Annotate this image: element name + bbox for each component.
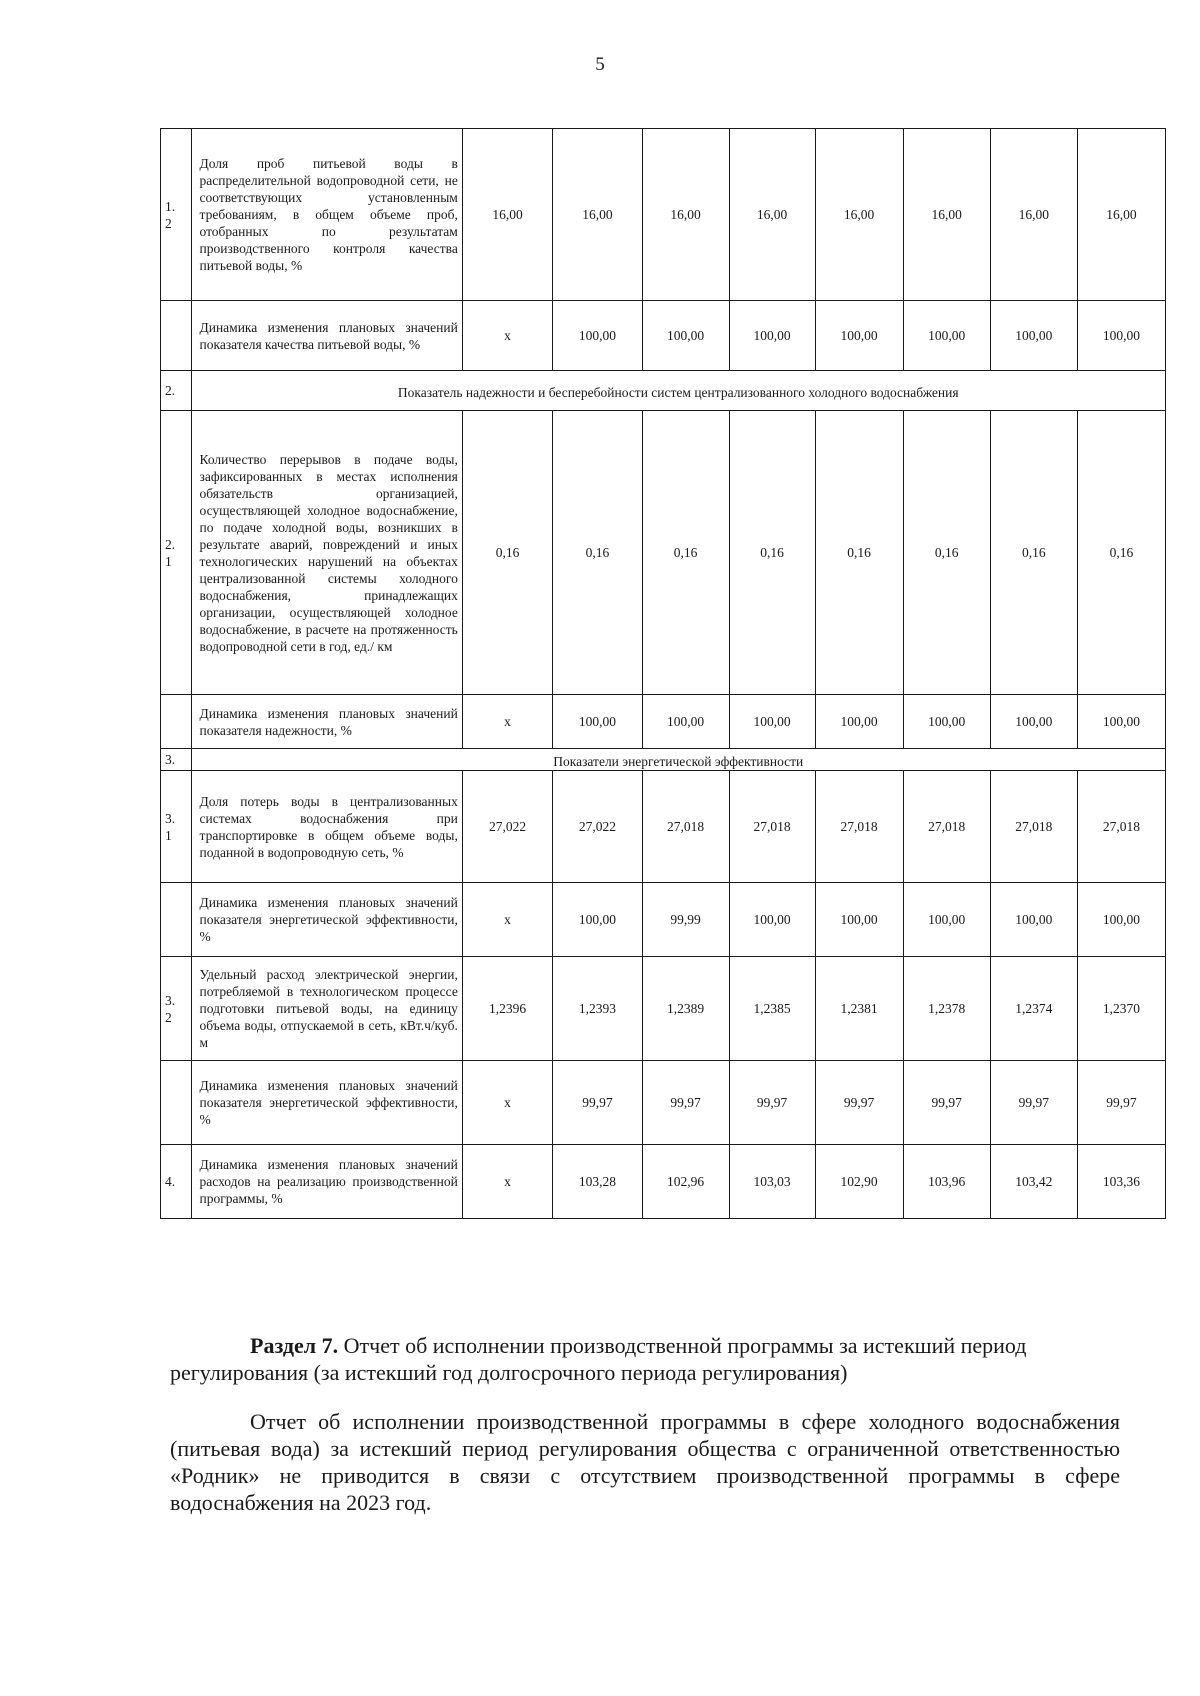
indicator-name: Удельный расход электрической энергии, потребляемой в технологическом процессе подготовки питьевой воды, на единицу объема воды, отпускаемой в сеть, кВт.ч/куб. м [191, 957, 462, 1061]
row-number [161, 301, 192, 371]
value-cell: 100,00 [642, 695, 729, 749]
indicator-name: Доля потерь воды в централизованных системах водоснабжения при транспортировке в общем объеме воды, поданной в водопроводную сеть, % [191, 771, 462, 883]
value-cell: 100,00 [729, 301, 815, 371]
value-cell: 16,00 [729, 129, 815, 301]
section-row [161, 749, 1166, 771]
table-row [161, 411, 1166, 695]
value-cell: 100,00 [1077, 695, 1165, 749]
value-cell: 16,00 [462, 129, 552, 301]
value-cell: 99,97 [729, 1061, 815, 1145]
value-cell: 103,28 [553, 1145, 642, 1219]
value-cell: 27,018 [1077, 771, 1165, 883]
value-cell: 103,36 [1077, 1145, 1165, 1219]
value-cell: 100,00 [903, 883, 990, 957]
indicator-name: Динамика изменения плановых значений показателя качества питьевой воды, % [191, 301, 462, 371]
value-cell: 1,2393 [553, 957, 642, 1061]
value-cell: 100,00 [990, 695, 1077, 749]
value-cell: 27,018 [903, 771, 990, 883]
value-cell: 100,00 [729, 695, 815, 749]
value-cell: x [462, 1061, 552, 1145]
value-cell: 1,2374 [990, 957, 1077, 1061]
table-row [161, 957, 1166, 1061]
value-cell: 100,00 [903, 695, 990, 749]
indicator-name: Количество перерывов в подаче воды, зафиксированных в местах исполнения обязательств организацией, осуществляющей холодное водоснабжение, по подаче холодной воды, возникших в результате аварий, повреждений и иных технологических нарушений на объектах централизованной системы холодного водоснабжения, принадлежащих организации, осуществляющей холодное водоснабжение, в расчете на протяженность водопроводной сети в год, ед./ км [191, 411, 462, 695]
value-cell: x [462, 883, 552, 957]
row-number: 2. 1 [161, 411, 192, 695]
value-cell: 100,00 [642, 301, 729, 371]
indicators-table [160, 128, 1166, 1219]
value-cell: 1,2381 [815, 957, 903, 1061]
value-cell: 0,16 [553, 411, 642, 695]
section-title: Показатели энергетической эффективности [191, 749, 1165, 771]
value-cell: 99,97 [642, 1061, 729, 1145]
indicator-name: Доля проб питьевой воды в распределительной водопроводной сети, не соответствующих установленным требованиям, в общем объеме проб, отобранных по результатам производственного контроля качества питьевой воды, % [191, 129, 462, 301]
section-7-paragraph [170, 1408, 1120, 1516]
indicator-name: Динамика изменения плановых значений показателя энергетической эффективности, % [191, 883, 462, 957]
value-cell: 16,00 [990, 129, 1077, 301]
table-row [161, 301, 1166, 371]
indicator-name: Динамика изменения плановых значений расходов на реализацию производственной программы, % [191, 1145, 462, 1219]
value-cell: 100,00 [1077, 883, 1165, 957]
table-row [161, 771, 1166, 883]
value-cell: 100,00 [553, 883, 642, 957]
value-cell: 0,16 [903, 411, 990, 695]
section-7-paragraph-text: Отчет об исполнении производственной программы в сфере холодного водоснабжения (питьевая вода) за истекший период регулирования общества с ограниченной ответственностью «Родник» не приводится в связи с отсутствием производственной программы в сфере водоснабжения на 2023 год. [170, 1409, 1120, 1515]
value-cell: 1,2389 [642, 957, 729, 1061]
table-row [161, 129, 1166, 301]
value-cell: 100,00 [1077, 301, 1165, 371]
value-cell: 99,97 [553, 1061, 642, 1145]
table-row [161, 695, 1166, 749]
value-cell: 100,00 [815, 301, 903, 371]
value-cell: 100,00 [815, 695, 903, 749]
value-cell: 99,97 [903, 1061, 990, 1145]
row-number [161, 883, 192, 957]
value-cell: 1,2370 [1077, 957, 1165, 1061]
value-cell: 100,00 [729, 883, 815, 957]
value-cell: 16,00 [1077, 129, 1165, 301]
value-cell: 100,00 [903, 301, 990, 371]
row-number [161, 1061, 192, 1145]
row-number: 4. [161, 1145, 192, 1219]
value-cell: 100,00 [553, 695, 642, 749]
value-cell: 0,16 [990, 411, 1077, 695]
row-number [161, 695, 192, 749]
value-cell: 27,022 [553, 771, 642, 883]
value-cell: 1,2378 [903, 957, 990, 1061]
value-cell: 100,00 [990, 883, 1077, 957]
value-cell: 99,97 [990, 1061, 1077, 1145]
row-number: 3. 2 [161, 957, 192, 1061]
value-cell: 1,2385 [729, 957, 815, 1061]
value-cell: 100,00 [815, 883, 903, 957]
value-cell: 27,018 [815, 771, 903, 883]
value-cell: 99,97 [815, 1061, 903, 1145]
row-number: 3. 1 [161, 771, 192, 883]
row-number: 3. [161, 749, 192, 771]
value-cell: 27,018 [642, 771, 729, 883]
value-cell: 103,42 [990, 1145, 1077, 1219]
section-7-title: Отчет об исполнении производственной программы за истекший период регулирования (за истекший год долгосрочного периода регулирования) [170, 1333, 1027, 1385]
section-title: Показатель надежности и бесперебойности систем централизованного холодного водоснабжения [191, 371, 1165, 411]
value-cell: 16,00 [642, 129, 729, 301]
value-cell: 1,2396 [462, 957, 552, 1061]
value-cell: 99,99 [642, 883, 729, 957]
value-cell: 16,00 [553, 129, 642, 301]
section-7-label: Раздел 7. [250, 1333, 339, 1358]
value-cell: x [462, 1145, 552, 1219]
table-row [161, 1145, 1166, 1219]
value-cell: 27,018 [990, 771, 1077, 883]
value-cell: 0,16 [1077, 411, 1165, 695]
value-cell: 103,03 [729, 1145, 815, 1219]
indicators-table-body [161, 129, 1166, 1219]
value-cell: 27,018 [729, 771, 815, 883]
value-cell: 27,022 [462, 771, 552, 883]
value-cell: 102,90 [815, 1145, 903, 1219]
value-cell: 0,16 [729, 411, 815, 695]
row-number: 2. [161, 371, 192, 411]
value-cell: 0,16 [642, 411, 729, 695]
table-row [161, 883, 1166, 957]
section-7-heading [170, 1332, 1120, 1386]
value-cell: x [462, 301, 552, 371]
value-cell: 16,00 [815, 129, 903, 301]
value-cell: 100,00 [990, 301, 1077, 371]
indicator-name: Динамика изменения плановых значений показателя энергетической эффективности, % [191, 1061, 462, 1145]
value-cell: 103,96 [903, 1145, 990, 1219]
value-cell: 0,16 [462, 411, 552, 695]
value-cell: x [462, 695, 552, 749]
value-cell: 102,96 [642, 1145, 729, 1219]
value-cell: 100,00 [553, 301, 642, 371]
row-number: 1. 2 [161, 129, 192, 301]
page-number: 5 [595, 54, 605, 75]
indicator-name: Динамика изменения плановых значений показателя надежности, % [191, 695, 462, 749]
section-row [161, 371, 1166, 411]
value-cell: 99,97 [1077, 1061, 1165, 1145]
table-row [161, 1061, 1166, 1145]
value-cell: 0,16 [815, 411, 903, 695]
value-cell: 16,00 [903, 129, 990, 301]
